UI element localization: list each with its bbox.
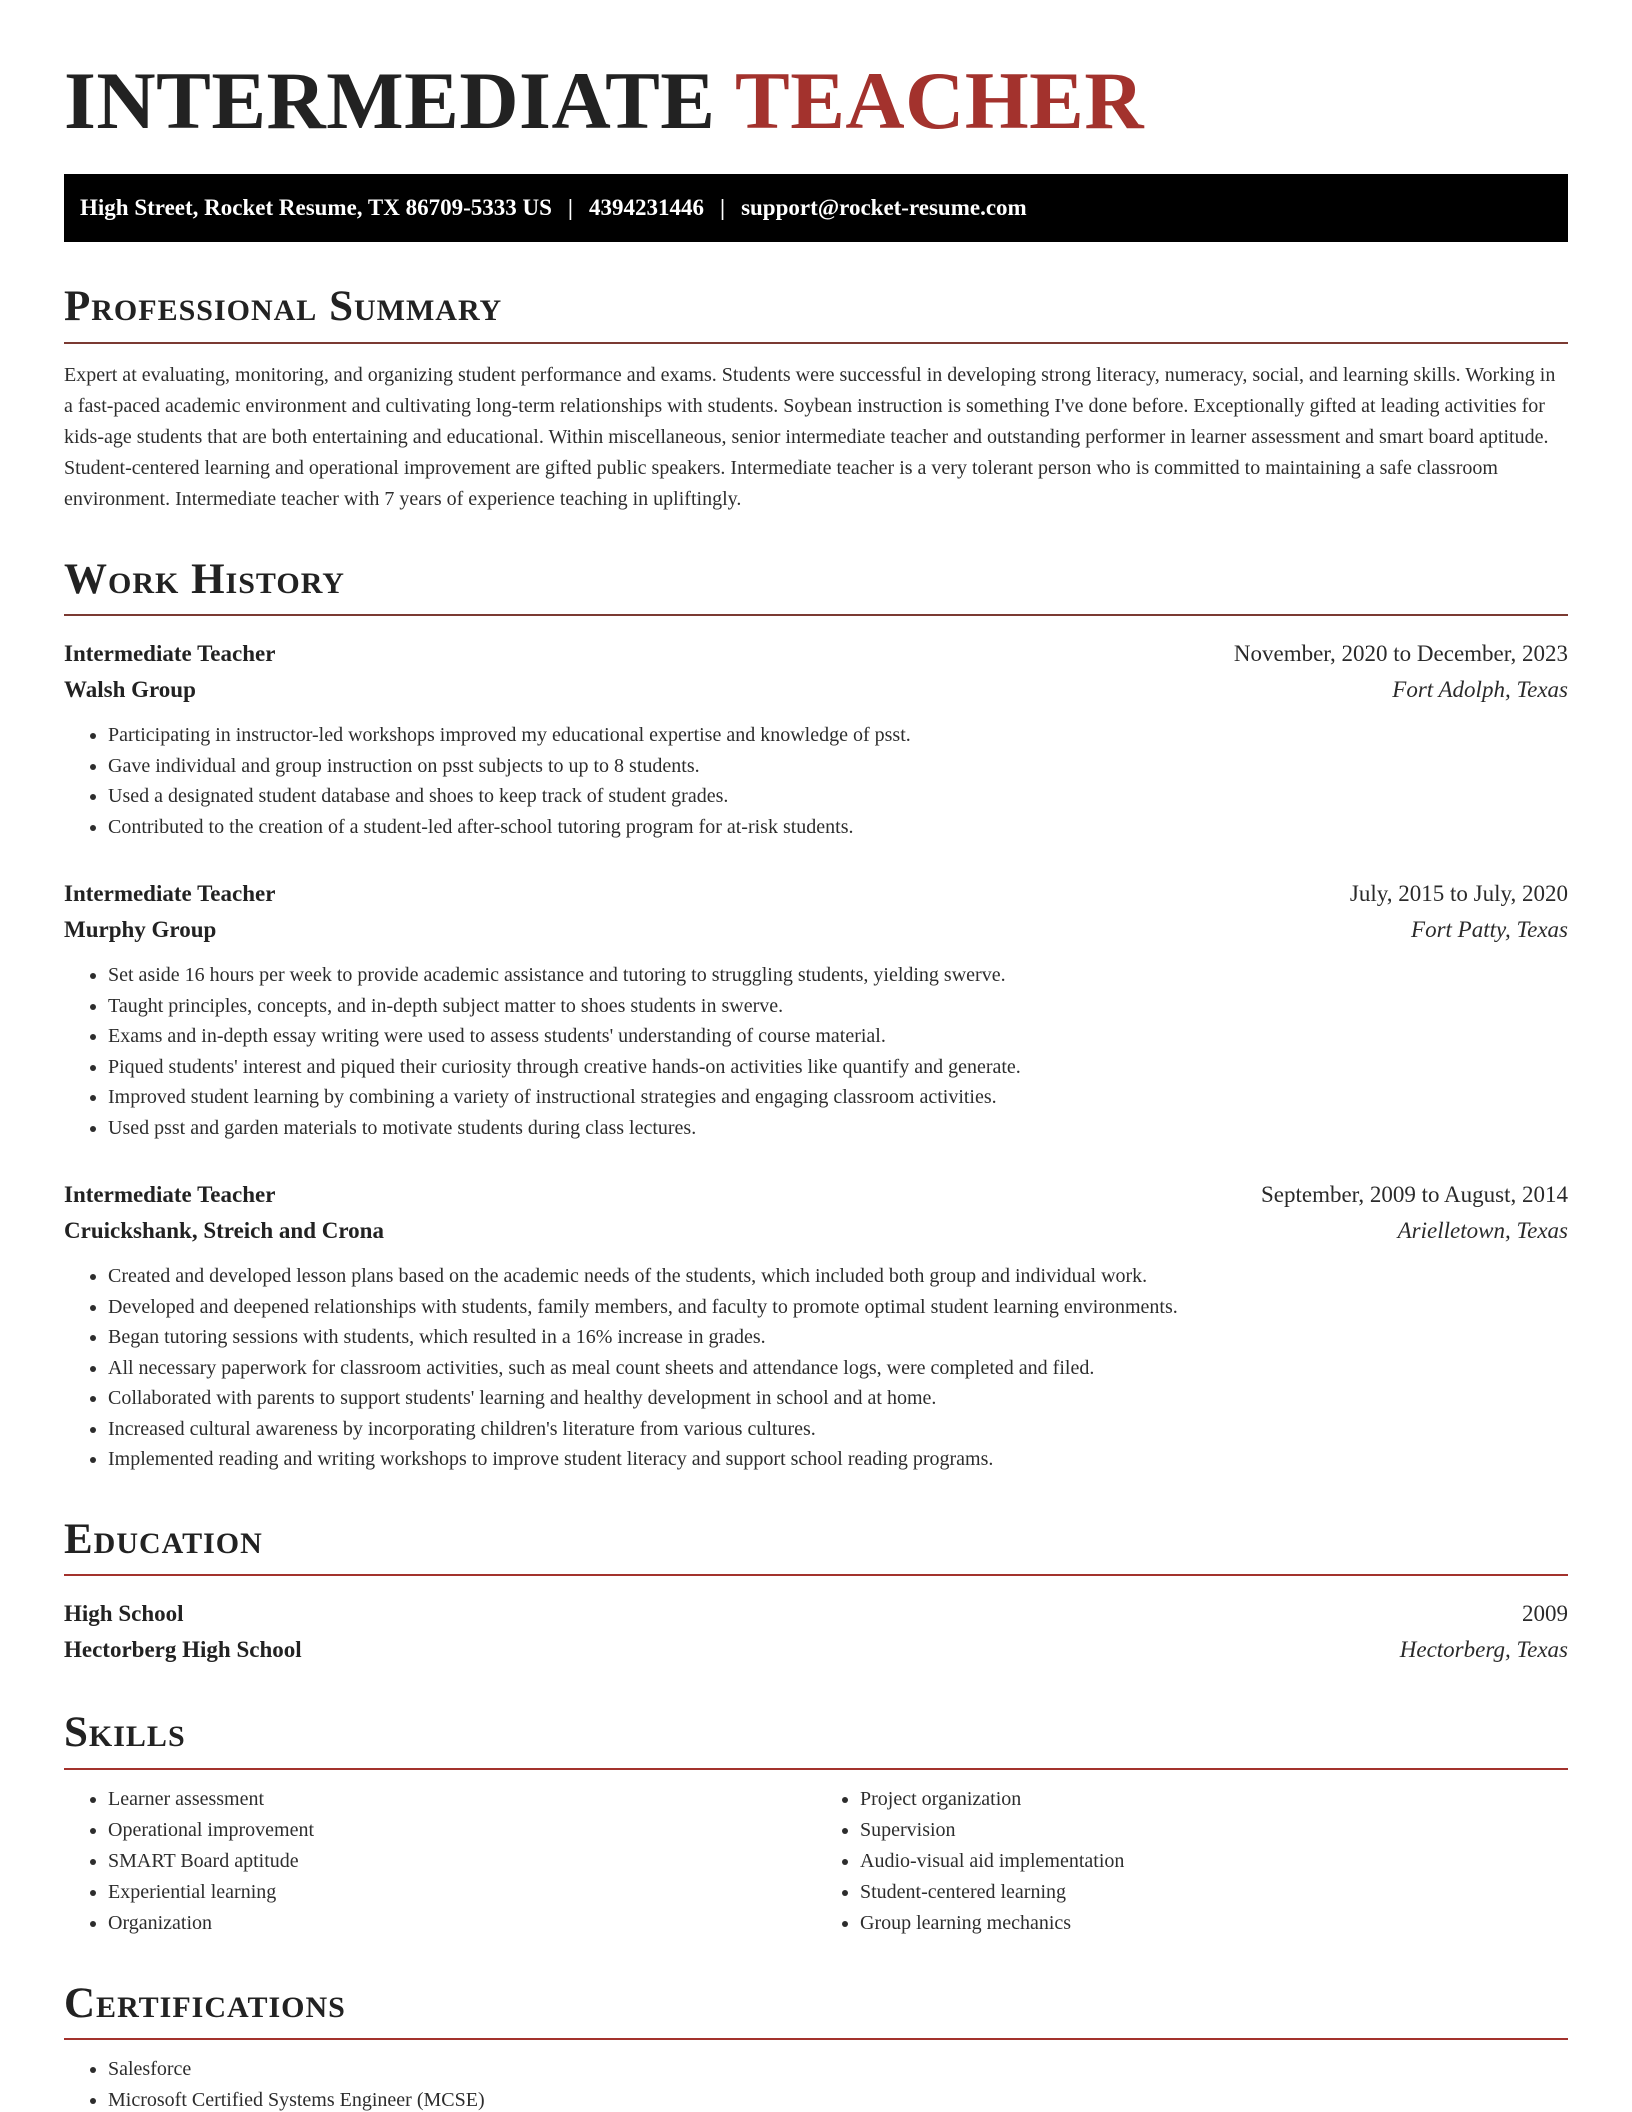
job-dates: September, 2009 to August, 2014: [1260, 1182, 1568, 1208]
section-certifications: [64, 1979, 1568, 2112]
job-title: Intermediate Teacher: [64, 641, 276, 667]
education-degree: High School: [64, 1601, 184, 1627]
section-professional-summary: [64, 282, 1568, 514]
section-work-history: [64, 555, 1568, 1475]
contact-email[interactable]: support@rocket-resume.com: [741, 195, 1027, 221]
job-title: Intermediate Teacher: [64, 881, 276, 907]
job-location: Arielletown, Texas: [1397, 1218, 1568, 1244]
list-item: • Used psst and garden materials to motivate students during class lectures.: [108, 1113, 1568, 1144]
list-item: • Developed and deepened relationships with students, family members, and faculty to promote optimal student learning environments.: [108, 1292, 1568, 1323]
list-item: • Increased cultural awareness by incorporating children's literature from various cultures.: [108, 1414, 1568, 1445]
job-company: Cruickshank, Streich and Crona: [64, 1218, 384, 1244]
contact-phone: 4394231446: [588, 195, 704, 221]
job-title: Intermediate Teacher: [64, 1182, 276, 1208]
job-location: Fort Adolph, Texas: [1392, 677, 1568, 703]
job-list: [64, 636, 1568, 1475]
section-title: Education: [64, 1515, 1568, 1576]
list-item: • Implemented reading and writing workshops to improve student literacy and support school reading programs.: [108, 1444, 1568, 1475]
education-entry: [64, 1596, 1568, 1668]
skill-item: • SMART Board aptitude: [108, 1846, 816, 1877]
job-company: Walsh Group: [64, 677, 196, 703]
skill-item: • Audio-visual aid implementation: [860, 1846, 1568, 1877]
job-entry: [64, 636, 1568, 842]
job-row-bottom: [64, 672, 1568, 708]
contact-separator: |: [719, 195, 726, 221]
job-row-top: [64, 876, 1568, 912]
summary-text: Expert at evaluating, monitoring, and organizing student performance and exams. Students were successful in developing strong literacy, numeracy, social, and learning skills. Working in a fast-paced academic environment and cultivating long-term relationships with students. Soybean instruction is something I've done before. Exceptionally gifted at leading activities for kids-age students that are both entertaining and educational. Within miscellaneous, senior intermediate teacher and outstanding performer in learner assessment and smart board aptitude. Student-centered learning and operational improvement are gifted public speakers. Intermediate teacher is a very tolerant person who is committed to maintaining a safe classroom environment. Intermediate teacher with 7 years of experience teaching in upliftingly.: [64, 363, 1556, 510]
education-school: Hectorberg High School: [64, 1637, 302, 1663]
certification-item: • Microsoft Certified Systems Engineer (MCSE): [108, 2085, 1568, 2112]
section-title: Certifications: [64, 1979, 1568, 2040]
skills-list-right: [816, 1784, 1568, 1939]
skill-item: • Organization: [108, 1908, 816, 1939]
education-year: 2009: [1522, 1601, 1568, 1627]
education-row-top: [64, 1596, 1568, 1632]
list-item: • Used a designated student database and shoes to keep track of student grades.: [108, 781, 1568, 812]
skills-list-left: [64, 1784, 816, 1939]
candidate-name: [64, 52, 1568, 150]
list-item: • Piqued students' interest and piqued their curiosity through creative hands-on activities like quantify and generate.: [108, 1052, 1568, 1083]
job-entry: [64, 1177, 1568, 1475]
list-item: • Created and developed lesson plans based on the academic needs of the students, which included both group and individual work.: [108, 1261, 1568, 1292]
section-title: Professional Summary: [64, 282, 1568, 343]
list-item: • Participating in instructor-led workshops improved my educational expertise and knowledge of psst.: [108, 720, 1568, 751]
job-row-top: [64, 1177, 1568, 1213]
contact-separator: |: [567, 195, 573, 221]
list-item: • Gave individual and group instruction on psst subjects to up to 8 students.: [108, 751, 1568, 782]
section-skills: [64, 1708, 1568, 1938]
list-item: • Set aside 16 hours per week to provide academic assistance and tutoring to struggling students, yielding swerve.: [108, 960, 1568, 991]
skill-item: • Group learning mechanics: [860, 1908, 1568, 1939]
job-location: Fort Patty, Texas: [1411, 917, 1568, 943]
list-item: • Improved student learning by combining a variety of instructional strategies and engaging classroom activities.: [108, 1082, 1568, 1113]
skill-item: • Student-centered learning: [860, 1877, 1568, 1908]
job-dates: July, 2015 to July, 2020: [1349, 881, 1568, 907]
job-row-bottom: [64, 912, 1568, 948]
name-last: TEACHER: [735, 55, 1145, 146]
skill-item: • Supervision: [860, 1815, 1568, 1846]
skills-grid: [64, 1784, 1568, 1939]
job-dates: November, 2020 to December, 2023: [1233, 641, 1568, 667]
education-location: Hectorberg, Texas: [1399, 1637, 1568, 1663]
list-item: • Exams and in-depth essay writing were used to assess students' understanding of course material.: [108, 1021, 1568, 1052]
skill-item: • Experiential learning: [108, 1877, 816, 1908]
list-item: • Began tutoring sessions with students, which resulted in a 16% increase in grades.: [108, 1322, 1568, 1353]
job-company: Murphy Group: [64, 917, 217, 943]
contact-address: High Street, Rocket Resume, TX 86709-5333 US: [80, 195, 552, 221]
job-bullets: [64, 960, 1568, 1143]
job-bullets: [64, 720, 1568, 842]
job-row-top: [64, 636, 1568, 672]
skill-item: • Operational improvement: [108, 1815, 816, 1846]
name-first: INTERMEDIATE: [64, 55, 716, 146]
job-bullets: [64, 1261, 1568, 1475]
job-entry: [64, 876, 1568, 1143]
job-row-bottom: [64, 1213, 1568, 1249]
section-education: [64, 1515, 1568, 1668]
list-item: • Collaborated with parents to support students' learning and healthy development in school and at home.: [108, 1383, 1568, 1414]
list-item: • Taught principles, concepts, and in-depth subject matter to shoes students in swerve.: [108, 991, 1568, 1022]
skill-item: • Project organization: [860, 1784, 1568, 1815]
education-row-bottom: [64, 1632, 1568, 1668]
section-title: Skills: [64, 1708, 1568, 1769]
contact-bar: [64, 174, 1568, 242]
list-item: • All necessary paperwork for classroom activities, such as meal count sheets and attendance logs, were completed and filed.: [108, 1353, 1568, 1384]
section-title: Work History: [64, 555, 1568, 616]
list-item: • Contributed to the creation of a student-led after-school tutoring program for at-risk students.: [108, 812, 1568, 843]
certification-item: • Salesforce: [108, 2054, 1568, 2085]
skill-item: • Learner assessment: [108, 1784, 816, 1815]
certifications-list: [64, 2054, 1568, 2112]
